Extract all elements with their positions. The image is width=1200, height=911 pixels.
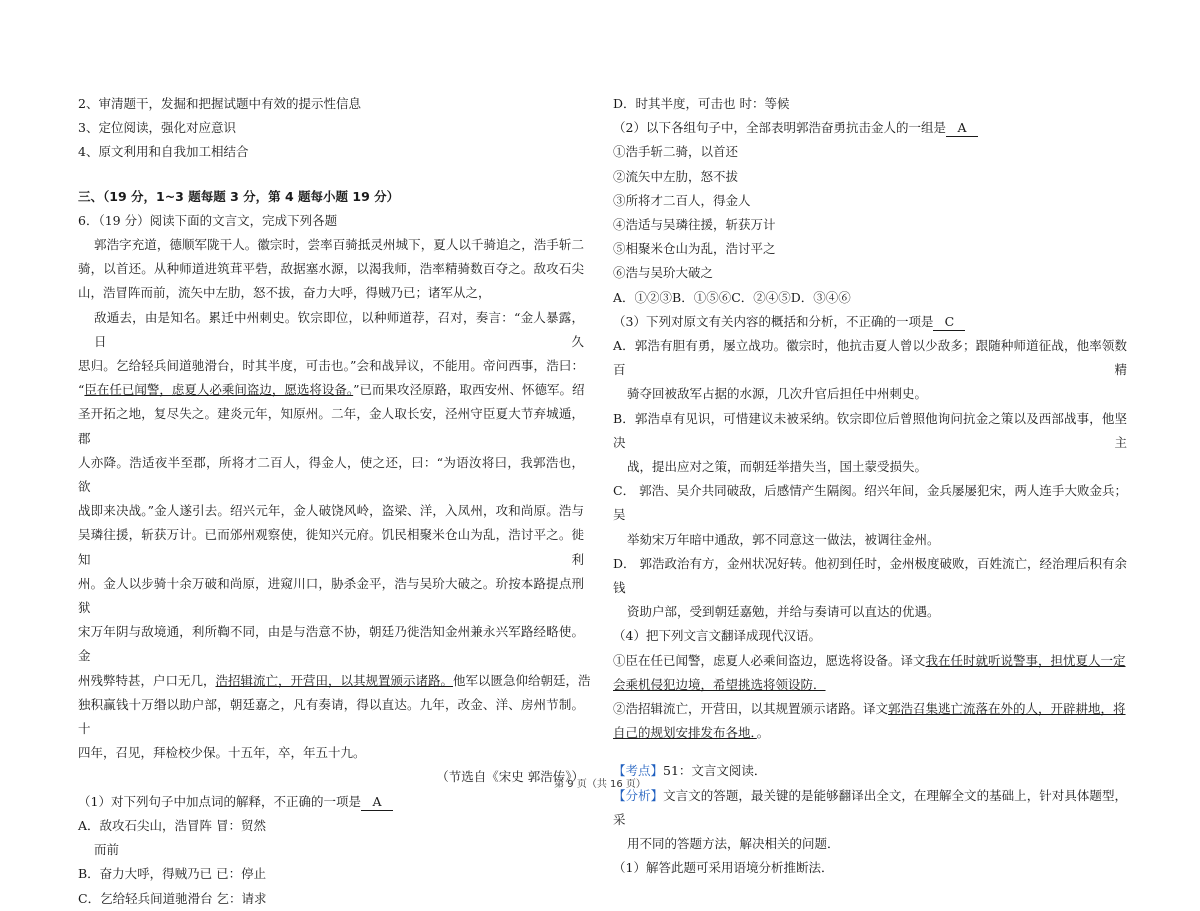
passage-line: [78, 378, 584, 402]
passage-line: 吴璘往援，斩获万计。已而邠州观察使，徙知兴元府。饥民相聚米仓山为乱，浩讨平之。徙知利: [78, 527, 584, 567]
section-heading: 三、（19 分，1~3 题每题 3 分，第 4 题每小题 19 分）: [78, 188, 400, 204]
q3-option-c: C． 郭浩、吴介共同破敌，后感情产生隔阂。绍兴年间，金兵屡屡犯宋，两人连手大败金兵；吴: [613, 483, 1127, 523]
q3-option-a-continued: 骑夺回被敌军占据的水源，几次升官后担任中州刺史。: [627, 386, 928, 402]
translation-answer: 会乘机侵犯边境，希望挑选将领设防．: [613, 676, 826, 692]
passage-line: 宋万年阴与敌境通，利所鞫不同，由是与浩意不协，朝廷乃徙浩知金州兼永兴军路经略使。金: [78, 624, 584, 664]
q3-option-b-continued: 战，提出应对之策，而朝廷举措失当，国土蒙受损失。: [627, 459, 928, 475]
q4-item-1: ①臣在任已闻警，虑夏人必乘间盗边，愿选将设备。译文我在任时就听说警事，担忧夏人一定: [613, 652, 1126, 668]
passage-line: 圣开拓之地，复尽失之。建炎元年，知原州。二年，金人取长安，泾州守臣夏大节弃城遁，郡: [78, 406, 584, 446]
q3-option-c-continued: 举劾宋万年暗中通敌，郭不同意这一做法，被调往金州。: [627, 531, 940, 547]
tip-2: 2、审清题干，发掘和把握试题中有效的提示性信息: [78, 96, 361, 111]
passage-line: 战即来决战。”金人遂引去。绍兴元年，金人破饶风岭，盗梁、洋，入凤州，攻和尚原。浩与: [78, 503, 584, 519]
passage-line: 敌遁去，由是知名。累迁中州刺史。钦宗即位，以种师道荐，召对，奏言：“金人暴露，日久: [94, 309, 584, 349]
question-3-stem: （3）下列对原文有关内容的概括和分析，不正确的一项是 C: [613, 310, 1127, 334]
q2-item: ⑤相聚米仓山为乱，浩讨平之: [613, 241, 776, 257]
tip-3: 3、定位阅读，强化对应意识: [78, 120, 236, 136]
question-6-intro: 6．（19 分）阅读下面的文言文，完成下列各题: [78, 212, 338, 228]
passage-line: 人亦降。浩适夜半至郡，所将才二百人，得金人，使之还，曰：“为语汝将曰，我郭浩也，欲: [78, 454, 584, 495]
analysis-continued: 用不同的答题方法，解决相关的问题．: [627, 836, 840, 852]
option-b: B．奋力大呼，得贼乃已 已：停止: [78, 866, 267, 882]
passage-line-rest: ”已而果攻泾原路，取西安州、怀德军。绍: [353, 382, 585, 398]
analysis: 【分析】文言文的答题，最关键的是能够翻译出全文，在理解全文的基础上，针对具体题型，采: [613, 787, 1127, 827]
page-footer: 第 9 页（共 16 页）: [554, 779, 646, 790]
translation-answer: 我在任时就听说警事，担忧夏人一定: [925, 652, 1126, 668]
q2-item: ①浩手斩二骑，以首还: [613, 144, 739, 160]
quote-mark: “: [78, 382, 85, 398]
answer-blank: A: [946, 120, 978, 137]
passage-line: 骑，以首还。从种师道进筑茸平砦，敌据塞水源，以渴我师，浩率精骑数百夺之。敌攻石尖: [78, 261, 584, 277]
tip-4: 4、原文利用和自我加工相结合: [78, 144, 249, 160]
option-c: C．乞给轻兵间道驰滑台 乞：请求: [78, 890, 267, 906]
passage-line: 四年，召见，拜检校少保。十五年，卒，年五十九。: [78, 745, 366, 761]
passage-line: 州。金人以步骑十余万破和尚原，进窥川口，胁杀金平，浩与吴玠大破之。玠按本路提点刑狱: [78, 575, 584, 616]
q3-option-b: B．郭浩卓有见识，可惜建议未被采纳。钦宗即位后曾照他询问抗金之策以及西部战事，他坚决主: [613, 410, 1127, 450]
passage-line: 独积赢钱十万缗以助户部，朝廷嘉之，凡有奏请，得以直达。九年，改金、洋、房州节制。十: [78, 696, 584, 737]
passage-line: 思归。乞给轻兵间道驰滑台，时其半度，可击也。”会和战异议，不能用。帝问西事，浩曰：: [78, 358, 584, 374]
underlined-sentence-1: 臣在任已闻警，虑夏人必乘间盗边，愿选将设备。: [84, 382, 354, 398]
analysis-q1: （1）解答此题可采用语境分析推断法．: [613, 860, 834, 876]
q4-item-2: ②浩招辑流亡，开营田，以其规置颁示诸路。译文郭浩召集逃亡流落在外的人，开辟耕地，将: [613, 701, 1126, 717]
option-a: A．敌攻石尖山，浩冒阵 冒：贸然: [78, 817, 267, 833]
answer-blank: A: [361, 794, 393, 811]
passage-line: 郭浩字充道，德顺军陇干人。徽宗时，尝率百骑抵灵州城下，夏人以千骑追之，浩手斩二: [94, 237, 584, 253]
translation-answer: 郭浩召集逃亡流落在外的人，开辟耕地，将: [888, 701, 1126, 717]
question-4-stem: （4）把下列文言文翻译成现代汉语。: [613, 628, 821, 644]
analysis-tag: 【分析】: [613, 787, 664, 803]
q3-option-d: D． 郭浩政治有方，金州状况好转。他初到任时，金州极度破败，百姓流亡，经治理后积有余钱: [613, 555, 1127, 596]
classical-passage: [78, 233, 591, 790]
answer-blank: C: [933, 314, 965, 331]
q2-options: A．①②③B．①⑤⑥C．②④⑤D．③④⑥: [613, 289, 851, 305]
q4-item-1-continued: [613, 673, 1127, 697]
passage-line-rest: 他军以匮急仰给朝廷，浩: [453, 672, 591, 688]
right-column: [613, 92, 1127, 881]
option-a-continued: 而前: [94, 842, 120, 858]
q3-option-a: A．郭浩有胆有勇，屡立战功。徽宗时，他抗击夏人曾以少敌多；跟随种师道征战，他率领数百精: [613, 338, 1127, 378]
passage-source: （节选自《宋史 郭浩传》）: [436, 769, 584, 785]
translation-answer: 自己的规划安排发布各地．: [613, 725, 757, 741]
key-point: 【考点】51：文言文阅读．: [613, 763, 767, 779]
option-d: D．时其半度，可击也 时：等候: [613, 96, 790, 111]
q2-item: ⑥浩与吴玠大破之: [613, 265, 714, 281]
underlined-sentence-2: 浩招辑流亡，开营田，以其规置颁示诸路。: [215, 672, 454, 688]
q2-item: ②流矢中左肋，怒不拔: [613, 168, 739, 184]
question-1-stem: （1）对下列句子中加点词的解释，不正确的一项是 A: [78, 790, 584, 814]
question-2-stem: （2）以下各组句子中，全部表明郭浩奋勇抗击金人的一组是 A: [613, 116, 1127, 140]
q3-option-d-continued: 资助户部，受到朝廷嘉勉，并给与奏请可以直达的优遇。: [627, 604, 940, 620]
q4-item-2-continued: 自己的规划安排发布各地．。: [613, 725, 770, 741]
passage-line: 山，浩冒阵而前，流矢中左肋，怒不拔，奋力大呼，得贼乃已；诸军从之，: [78, 285, 491, 301]
q2-item: ④浩适与吴璘往援，斩获万计: [613, 217, 776, 233]
passage-line-start: 州残弊特甚，户口无几，: [78, 672, 216, 688]
q2-item: ③所将才二百人，得金人: [613, 192, 751, 208]
key-point-tag: 【考点】: [613, 763, 664, 779]
passage-line: [78, 669, 591, 693]
